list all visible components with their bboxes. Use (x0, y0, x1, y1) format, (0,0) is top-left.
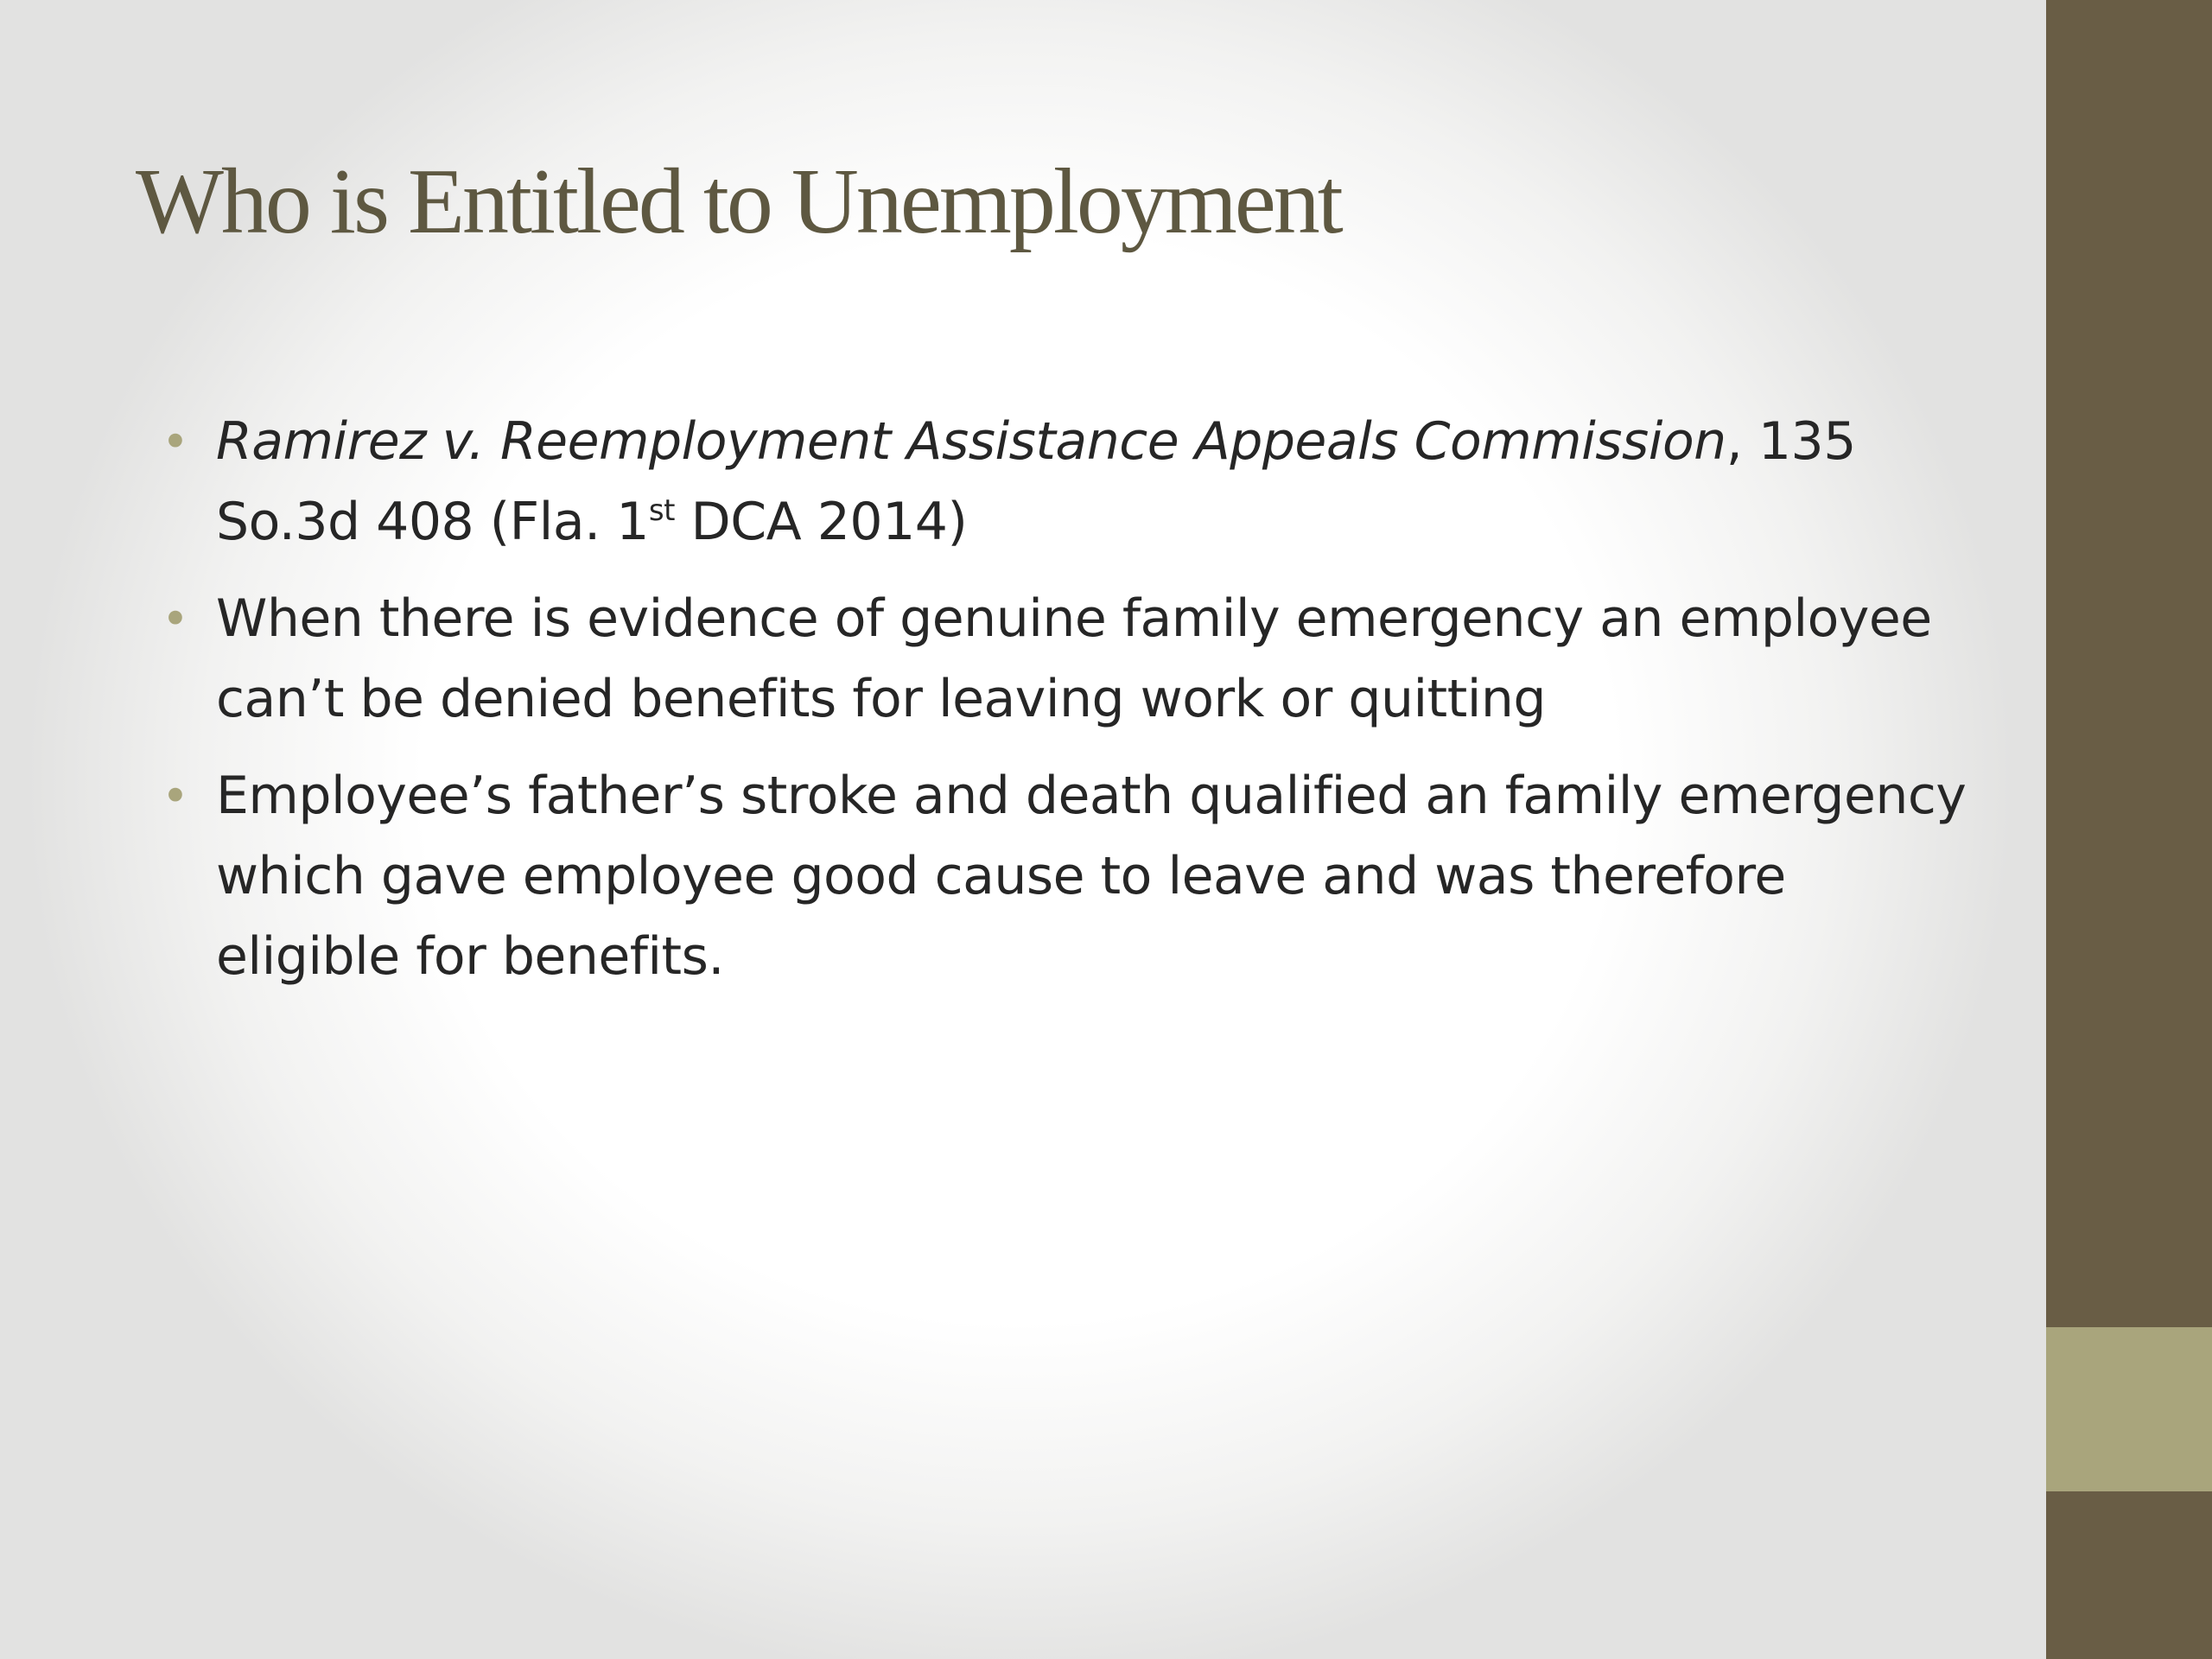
bullet-text: When there is evidence of genuine family emergency an employee can’t be denied benefits for leaving work or quitting (216, 588, 1932, 729)
citation-superscript: st (648, 493, 675, 528)
side-accent-block (2046, 1327, 2212, 1491)
bullet-dot-icon: • (162, 415, 189, 469)
bullet-item-case-citation (162, 402, 1970, 563)
bullet-item-family-emergency (162, 579, 1970, 740)
citation-court: DCA 2014) (674, 492, 968, 552)
case-name: Ramirez v. Reemployment Assistance Appeals Commission (216, 411, 1726, 472)
bullet-text: Employee’s father’s stroke and death qualified an family emergency which gave employee good cause to leave and was therefore eligible for benefits. (216, 766, 1967, 987)
slide-title: Who is Entitled to Unemployment (136, 150, 1341, 253)
bullet-dot-icon: • (162, 769, 189, 823)
bullet-item-father-stroke (162, 756, 1970, 997)
bullet-dot-icon: • (162, 592, 189, 646)
bullet-list (162, 402, 1970, 1014)
citation-text: , 135 So.3d 408 (Fla. 1 (216, 411, 1856, 552)
